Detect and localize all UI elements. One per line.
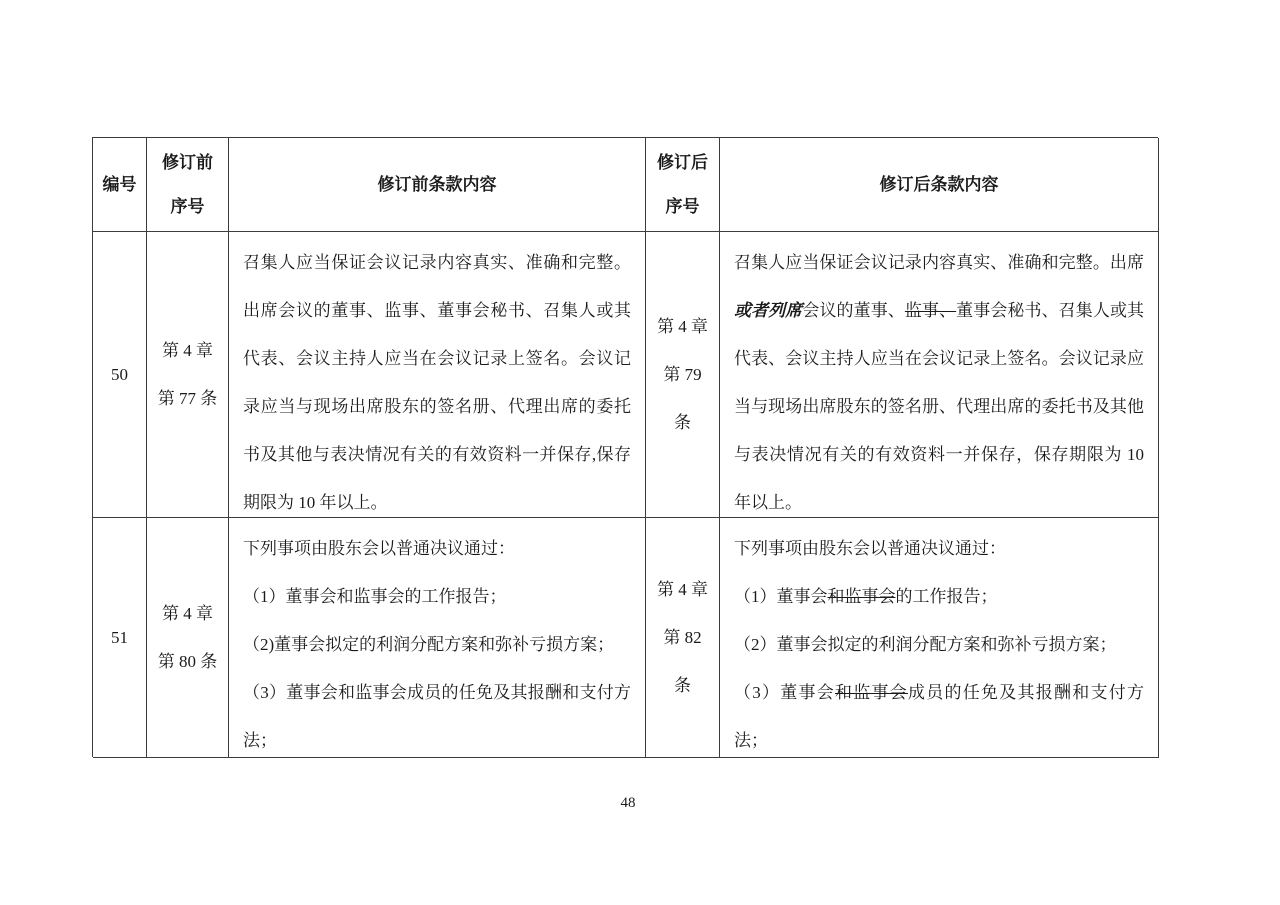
header-cell-before-no bbox=[147, 138, 229, 232]
header-cell-after-content bbox=[720, 138, 1159, 232]
header-after-no-line1: 修订后 bbox=[657, 152, 708, 172]
header-before-no-line1: 修订前 bbox=[162, 152, 213, 172]
header-cell-before-content bbox=[229, 138, 646, 232]
row-50-after-content: 召集人应当保证会议记录内容真实、准确和完整。出席或者列席会议的董事、监事、董事会秘书、召集人或其代表、会议主持人应当在会议记录上签名。会议记录应当与现场出席股东的签名册、代理出席的委托书及其他与表决情况有关的有效资料一并保存，保存期限为 10 年以上。 bbox=[720, 232, 1159, 518]
row-51-after-content: 下列事项由股东会以普通决议通过： （1）董事会和监事会的工作报告； （2）董事会拟定的利润分配方案和弥补亏损方案； （3）董事会和监事会成员的任免及其报酬和支付方法； bbox=[720, 518, 1159, 758]
row-51-id bbox=[93, 518, 147, 758]
row-51-after-no: 第 4 章 第 82 条 bbox=[646, 518, 720, 758]
row-51-before-no: 第 4 章 第 80 条 bbox=[147, 518, 229, 758]
row-id-value: 50 bbox=[111, 364, 128, 384]
row-50-before-content: 召集人应当保证会议记录内容真实、准确和完整。出席会议的董事、监事、董事会秘书、召集人或其代表、会议主持人应当在会议记录上签名。会议记录应当与现场出席股东的签名册、代理出席的委托书及其他与表决情况有关的有效资料一并保存,保存期限为 10 年以上。 bbox=[229, 232, 646, 518]
header-before-content-label: 修订前条款内容 bbox=[377, 174, 497, 194]
row-50-before-no: 第 4 章 第 77 条 bbox=[147, 232, 229, 518]
header-after-no-line2: 序号 bbox=[665, 196, 700, 216]
revision-table bbox=[92, 137, 1158, 757]
row-50-after-no: 第 4 章 第 79 条 bbox=[646, 232, 720, 518]
row-id-value: 51 bbox=[111, 627, 128, 647]
page-number: 48 bbox=[620, 795, 636, 811]
header-cell-after-no bbox=[646, 138, 720, 232]
header-id-label: 编号 bbox=[102, 174, 137, 194]
header-before-no-line2: 序号 bbox=[170, 196, 205, 216]
row-50-id bbox=[93, 232, 147, 518]
header-after-content-label: 修订后条款内容 bbox=[879, 174, 999, 194]
header-cell-id bbox=[93, 138, 147, 232]
row-51-before-content: 下列事项由股东会以普通决议通过： （1）董事会和监事会的工作报告； （2)董事会拟定的利润分配方案和弥补亏损方案； （3）董事会和监事会成员的任免及其报酬和支付方法； bbox=[229, 518, 646, 758]
